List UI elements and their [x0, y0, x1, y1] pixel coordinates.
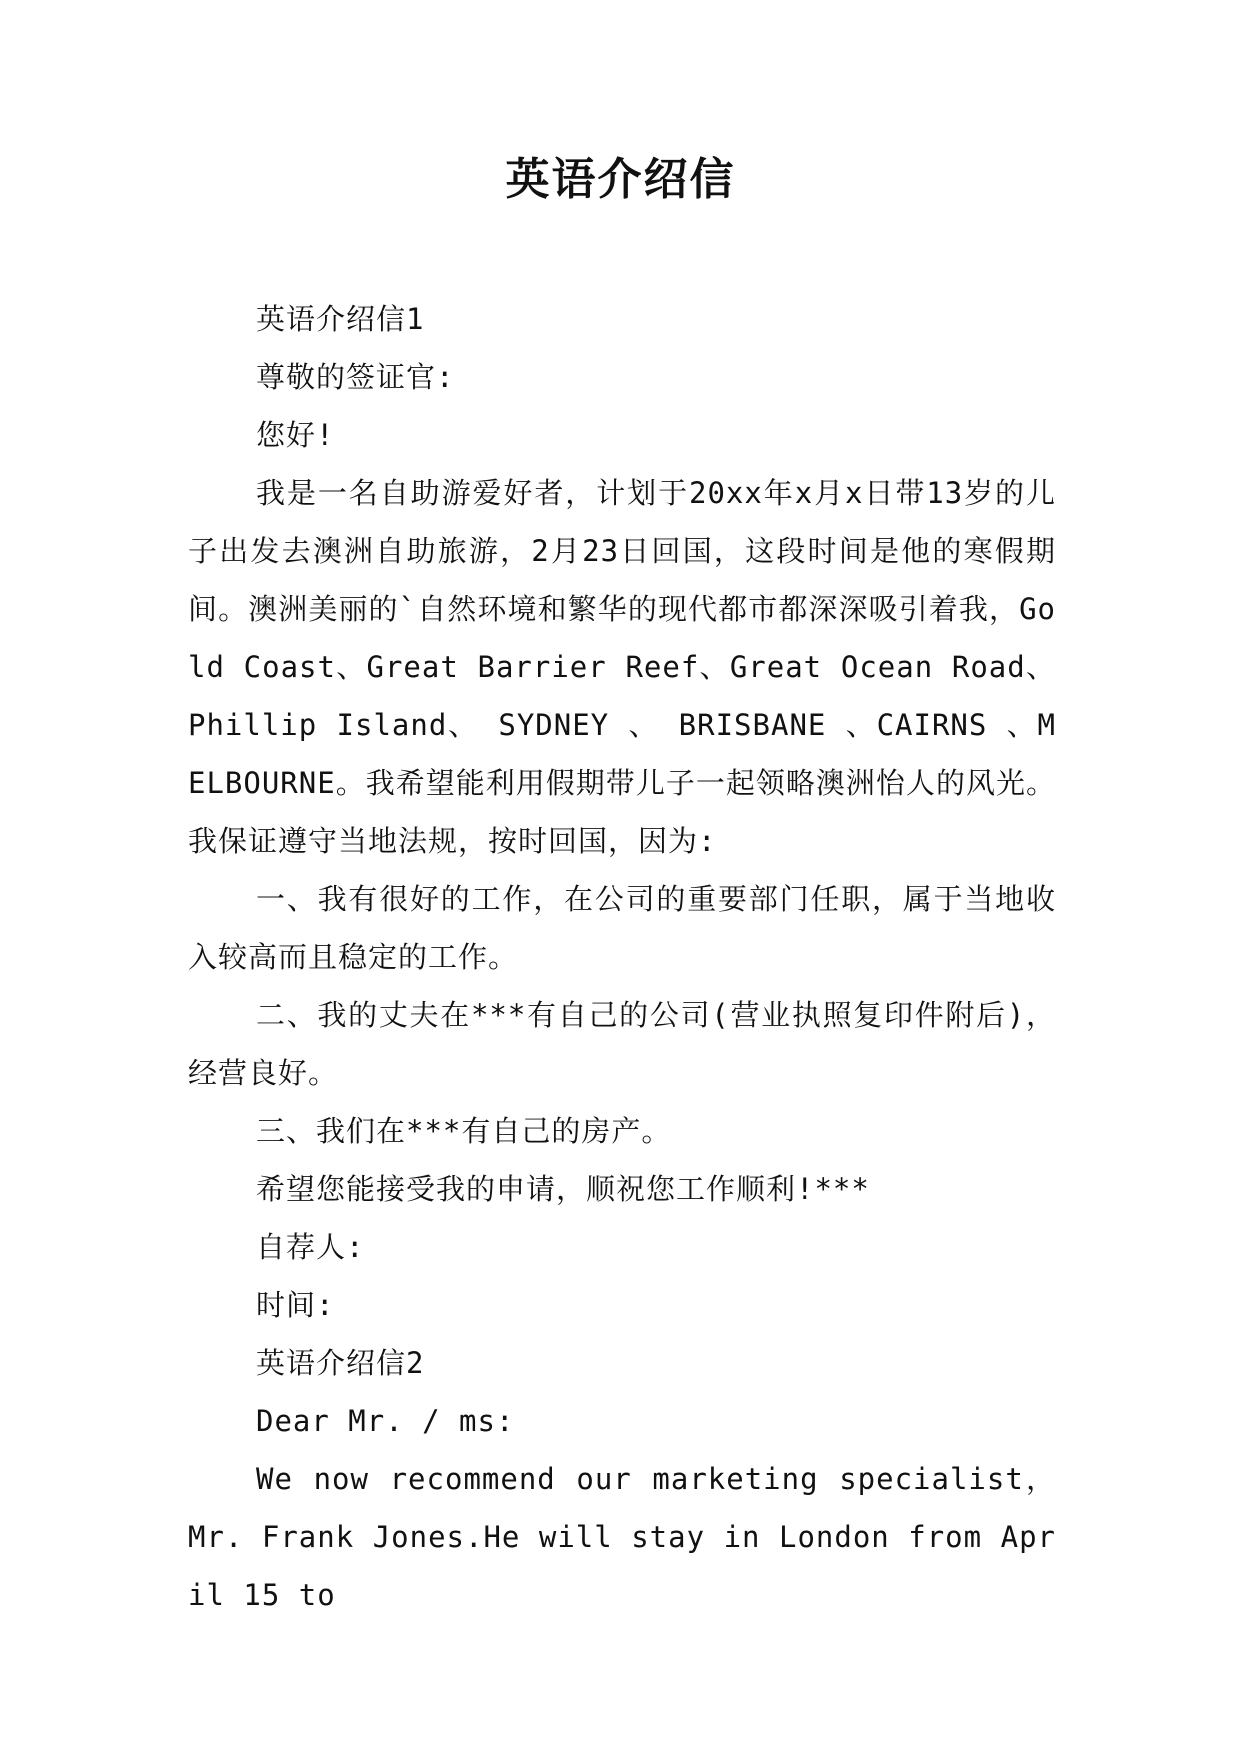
paragraph-reason-1: 一、我有很好的工作，在公司的重要部门任职，属于当地收入较高而且稳定的工作。	[188, 882, 1056, 974]
paragraph-greeting: 您好!	[256, 418, 335, 452]
paragraph-date: 时间:	[256, 1288, 335, 1322]
paragraph-reason-3: 三、我们在***有自己的房产。	[256, 1114, 672, 1148]
paragraph-heading-letter-1: 英语介绍信1	[256, 302, 425, 336]
paragraph-closing: 希望您能接受我的申请，顺祝您工作顺利!***	[256, 1172, 870, 1206]
paragraph-signature: 自荐人:	[256, 1230, 365, 1264]
paragraph-body-intro: 我是一名自助游爱好者，计划于20xx年x月x日带13岁的儿子出发去澳洲自助旅游，2月23日回国，这段时间是他的寒假期间。澳洲美丽的`自然环境和繁华的现代都市都深深吸引着我，Gold Coast、Great Barrier Reef、Great Ocean Road、Phillip Island、 SYDNEY 、 BRISBANE 、CAIRNS 、MELBOURNE。我希望能利用假期带儿子一起领略澳洲怡人的风光。我保证遵守当地法规，按时回国，因为:	[188, 476, 1056, 858]
paragraph-heading-letter-2: 英语介绍信2	[256, 1346, 425, 1380]
paragraph-salutation: 尊敬的签证官:	[256, 360, 455, 394]
document-title: 英语介绍信	[505, 154, 736, 205]
paragraph-dear: Dear Mr. / ms:	[256, 1404, 515, 1438]
paragraph-recommend: We now recommend our marketing specialist， Mr. Frank Jones.He will stay in London from April 15 to	[188, 1462, 1056, 1612]
document-body	[188, 290, 1056, 1624]
paragraph-reason-2: 二、我的丈夫在***有自己的公司(营业执照复印件附后)，经营良好。	[188, 998, 1056, 1090]
